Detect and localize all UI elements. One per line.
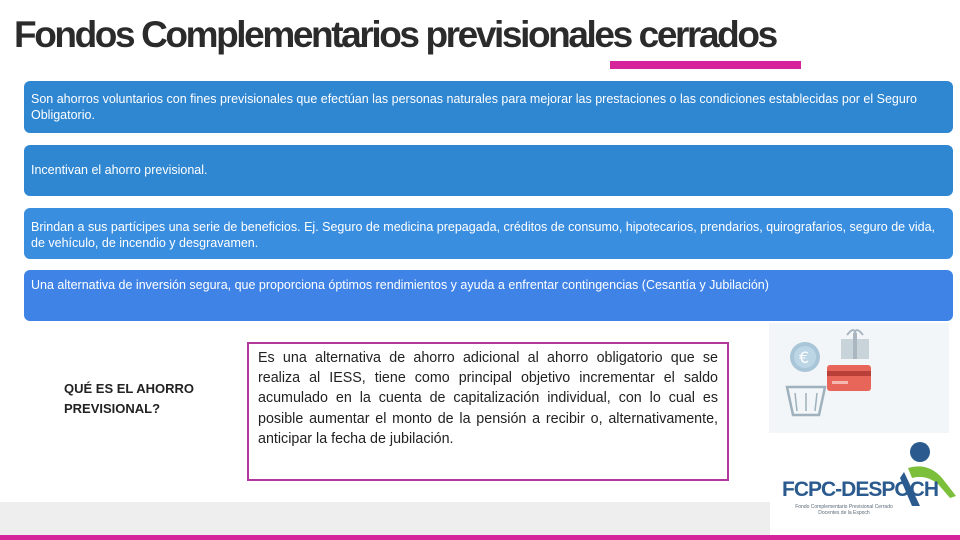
shopping-basket-icon — [787, 387, 825, 415]
info-box-investment: Una alternativa de inversión segura, que proporciona óptimos rendimientos y ayuda a enfrentar contingencias (Cesantía y Jubilación) — [24, 270, 953, 321]
footer-band — [0, 502, 770, 535]
logo-name: FCPC-DESPOCH — [782, 478, 939, 501]
info-box-definition: Son ahorros voluntarios con fines previsionales que efectúan las personas naturales para mejorar las prestaciones o las condiciones establecidas por el Seguro Obligatorio. — [24, 81, 953, 133]
gift-icon — [841, 330, 869, 359]
svg-text:€: € — [799, 348, 810, 367]
euro-coin-icon — [790, 342, 820, 372]
answer-box: Es una alternativa de ahorro adicional al ahorro obligatorio que se realiza al IESS, tiene como principal objetivo incrementar el saldo acumulado en la cuenta de capitalización individual, con lo cual es posible aumentar el monto de la pensión a recibir o, alternativamente, anticipar la fecha de jubilación. — [247, 342, 729, 481]
credit-card-icon — [827, 365, 871, 391]
title-accent-bar — [610, 61, 801, 69]
info-box-incentive: Incentivan el ahorro previsional. — [24, 145, 953, 196]
logo-subtitle: Fondo Complementario Previsional Cerrado Docentes de la Espoch — [795, 504, 893, 516]
savings-illustration — [769, 323, 949, 433]
question-heading — [64, 379, 194, 419]
question-line-2: PREVISIONAL? — [64, 401, 161, 416]
slide-title: Fondos Complementarios previsionales cerrados — [14, 14, 776, 55]
question-line-1: QUÉ ES EL AHORRO — [64, 381, 195, 396]
info-box-benefits: Brindan a sus partícipes una serie de beneficios. Ej. Seguro de medicina prepagada, créditos de consumo, hipotecarios, prendarios, quirografarios, seguro de vida, de vehículo, de incendio y desgravamen. — [24, 208, 953, 259]
footer-accent-line — [0, 535, 960, 540]
